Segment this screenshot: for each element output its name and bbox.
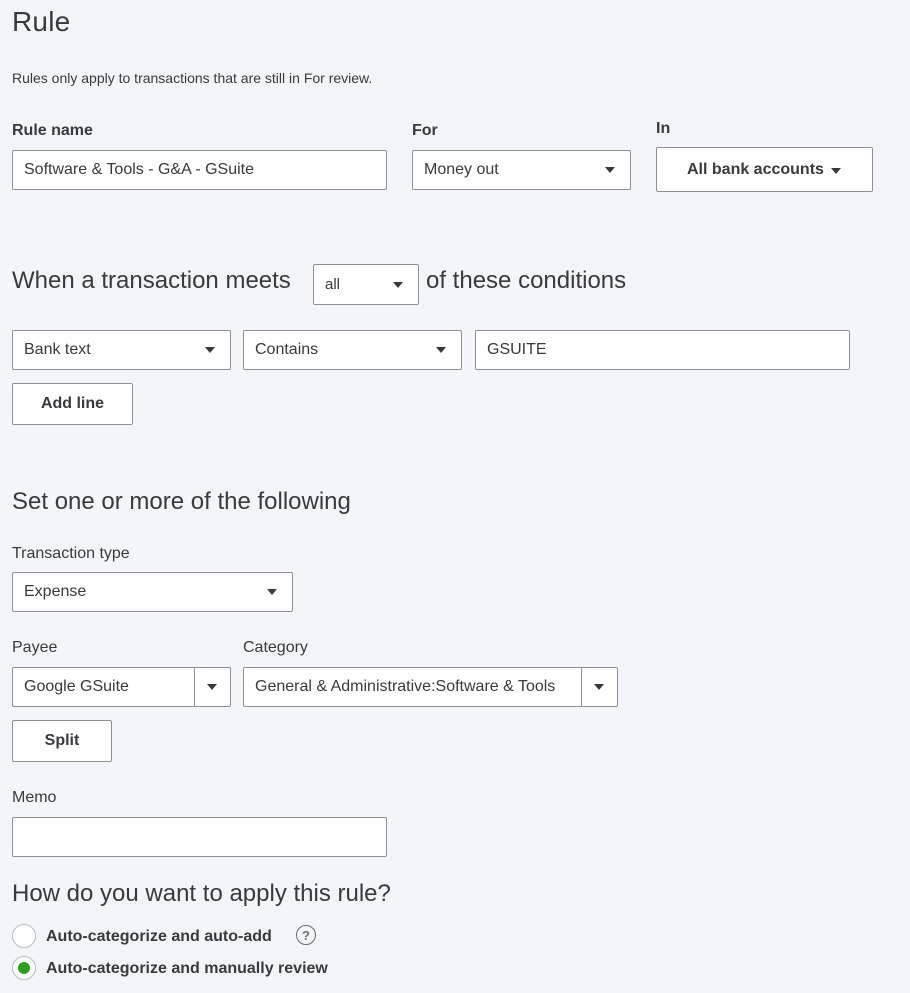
match-dropdown[interactable] — [313, 264, 419, 305]
chevron-down-icon — [393, 282, 403, 288]
for-value: Money out — [424, 161, 499, 178]
transaction-type-dropdown[interactable] — [12, 572, 293, 612]
rule-name-value: Software & Tools - G&A - GSuite — [24, 161, 255, 178]
for-dropdown[interactable] — [412, 150, 631, 190]
payee-value: Google GSuite — [24, 678, 129, 695]
rule-name-label: Rule name — [12, 122, 93, 139]
in-value: All bank accounts — [687, 160, 824, 178]
condition-value-input[interactable] — [475, 330, 850, 370]
memo-input[interactable] — [12, 817, 387, 857]
page-subtitle: Rules only apply to transactions that are still in For review. — [12, 70, 373, 86]
chevron-down-icon — [831, 168, 841, 174]
conditions-prefix: When a transaction meets — [12, 267, 291, 294]
actions-heading: Set one or more of the following — [12, 488, 351, 515]
condition-operator-value: Contains — [255, 341, 319, 358]
chevron-down-icon[interactable] — [594, 684, 604, 690]
question-circle-icon[interactable] — [296, 925, 316, 945]
for-label: For — [412, 122, 438, 139]
condition-field-dropdown[interactable] — [12, 330, 231, 370]
rule-name-input[interactable] — [12, 150, 387, 190]
payee-label: Payee — [12, 639, 58, 656]
radio-auto-add-label[interactable]: Auto-categorize and auto-add — [46, 928, 272, 945]
chevron-down-icon[interactable] — [207, 684, 217, 690]
chevron-down-icon — [436, 347, 446, 353]
split-label: Split — [44, 732, 80, 749]
chevron-down-icon — [267, 589, 277, 595]
radio-auto-add[interactable] — [12, 924, 36, 948]
transaction-type-label: Transaction type — [12, 545, 130, 562]
transaction-type-value: Expense — [24, 583, 87, 600]
help-glyph: ? — [302, 927, 310, 943]
radio-selected-dot — [18, 962, 30, 974]
category-value: General & Administrative:Software & Tools — [255, 678, 556, 695]
category-divider — [581, 668, 582, 706]
condition-value-text: GSUITE — [487, 341, 547, 358]
chevron-down-icon — [605, 167, 615, 173]
apply-heading: How do you want to apply this rule? — [12, 880, 391, 907]
in-label: In — [656, 120, 671, 137]
page-title: Rule — [12, 6, 71, 37]
add-line-button[interactable] — [12, 383, 133, 425]
payee-combobox[interactable] — [12, 667, 231, 707]
in-accounts-dropdown[interactable] — [656, 147, 873, 192]
condition-field-value: Bank text — [24, 341, 91, 358]
radio-manual-review[interactable] — [12, 956, 36, 980]
condition-operator-dropdown[interactable] — [243, 330, 462, 370]
category-label: Category — [243, 639, 308, 656]
conditions-suffix: of these conditions — [426, 267, 627, 294]
split-button[interactable] — [12, 720, 112, 762]
match-value: all — [325, 276, 341, 293]
payee-divider — [194, 668, 195, 706]
memo-label: Memo — [12, 789, 57, 806]
chevron-down-icon — [205, 347, 215, 353]
category-combobox[interactable] — [243, 667, 618, 707]
add-line-label: Add line — [40, 395, 105, 412]
radio-manual-review-label[interactable]: Auto-categorize and manually review — [46, 960, 328, 977]
